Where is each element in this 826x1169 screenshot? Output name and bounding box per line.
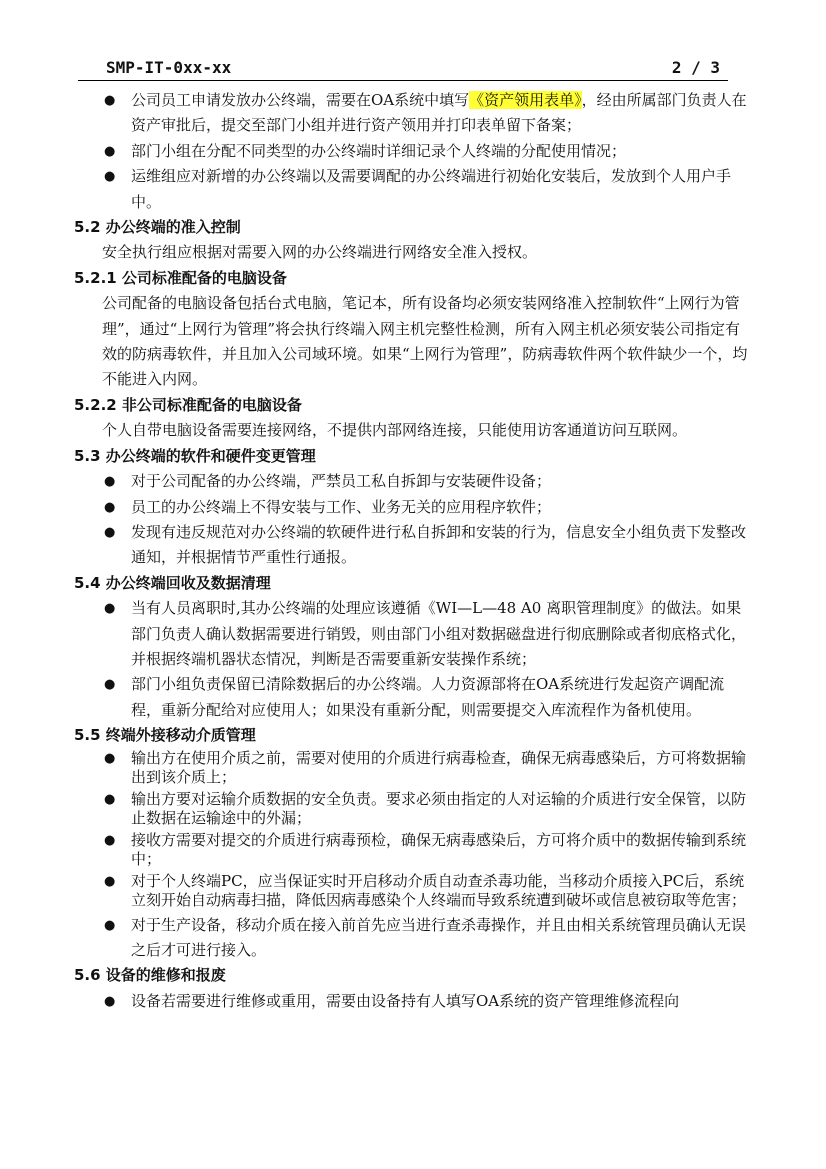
list-item <box>74 139 754 164</box>
bullet-dot-icon: ● <box>104 143 116 159</box>
list-item-text: 当有人员离职时,其办公终端的处理应该遵循《WI—L—48 A0 离职管理制度》的做法。如果部门负责人确认数据需要进行销毁，则由部门小组对数据磁盘进行彻底删除或者彻底格式化，并根据终端机器状态情况，判断是否需要重新安装操作系统； <box>131 599 747 668</box>
bullet-dot-icon: ● <box>104 93 116 108</box>
list-item <box>74 469 754 494</box>
bullet-dot-icon: ● <box>104 524 116 540</box>
bullet-dot-icon: ● <box>104 474 116 490</box>
list-item-text: 输出方要对运输介质数据的安全负责。要求必须由指定的人对运输的介质进行安全保管，以防止数据在运输途中的外漏； <box>131 789 747 827</box>
bullet-dot-icon: ● <box>104 499 116 515</box>
paragraph: 个人自带电脑设备需要连接网络，不提供内部网络连接，只能使用访客通道访问互联网。 <box>102 421 688 440</box>
list-item <box>74 913 754 964</box>
bullet-dot-icon: ● <box>104 873 116 889</box>
bullet-dot-icon: ● <box>104 601 116 617</box>
bullet-dot-icon: ● <box>104 791 116 807</box>
list-item-text: 运维组应对新增的办公终端以及需要调配的办公终端进行初始化安装后，发放到个人用户手中。 <box>131 167 732 211</box>
list-item <box>74 596 754 672</box>
list-item-text: 员工的办公终端上不得安装与工作、业务无关的应用程序软件； <box>131 497 552 516</box>
list-item-text: 接收方需要对提交的介质进行病毒预检，确保无病毒感染后，方可将介质中的数据传输到系统中； <box>131 830 747 868</box>
list-item <box>74 749 754 787</box>
bullet-dot-icon: ● <box>104 750 116 766</box>
list-item <box>74 831 754 869</box>
list-item <box>74 790 754 828</box>
bullet-dot-icon: ● <box>104 993 116 1009</box>
paragraph: 安全执行组应根据对需要入网的办公终端进行网络安全准入授权。 <box>102 243 538 262</box>
document-body <box>74 88 754 1014</box>
section-heading: 5.5 终端外接移动介质管理 <box>74 726 256 745</box>
doc-code: SMP-IT-0xx-xx <box>106 58 232 77</box>
list-item <box>74 989 754 1014</box>
list-item-text: ，经由所属部门负责人在资产审批后，提交至部门小组并进行资产领用并打印表单留下备案； <box>131 91 747 135</box>
section-heading: 5.4 办公终端回收及数据清理 <box>74 573 271 592</box>
bullet-dot-icon: ● <box>104 832 116 848</box>
paragraph: 公司配备的电脑设备包括台式电脑，笔记本，所有设备均必须安装网络准入控制软件“上网行为管理”，通过“上网行为管理”将会执行终端入网主机完整性检测，所有入网主机必须安装公司指定有效的防病毒软件，并且加入公司域环境。如果“上网行为管理”，防病毒软件两个软件缺少一个，均不能进入内网。 <box>102 294 748 389</box>
page-number: 2 / 3 <box>671 58 720 77</box>
page-header <box>78 58 728 81</box>
list-item-text: 部门小组在分配不同类型的办公终端时详细记录个人终端的分配使用情况； <box>131 141 627 160</box>
list-item-text: 公司员工申请发放办公终端，需要在OA系统中填写 <box>131 91 470 109</box>
section-heading: 5.6 设备的维修和报废 <box>74 966 226 985</box>
highlighted-form-name: 《资产领用表单》 <box>469 91 582 109</box>
bullet-dot-icon: ● <box>104 677 116 693</box>
section-heading: 5.2.1 公司标准配备的电脑设备 <box>74 268 287 287</box>
bullet-dot-icon: ● <box>104 917 116 933</box>
bullet-dot-icon: ● <box>104 169 116 185</box>
list-item <box>74 495 754 520</box>
list-item <box>74 872 754 910</box>
section-heading: 5.3 办公终端的软件和硬件变更管理 <box>74 446 316 465</box>
list-item <box>74 164 754 215</box>
list-item <box>74 88 754 139</box>
list-item <box>74 672 754 723</box>
list-item-text: 对于个人终端PC，应当保证实时开启移动介质自动查杀毒功能，当移动介质接入PC后，系统立刻开始自动病毒扫描，降低因病毒感染个人终端而导致系统遭到破坏或信息被窃取等危害； <box>131 871 747 909</box>
list-item-text: 发现有违反规范对办公终端的软硬件进行私自拆卸和安装的行为，信息安全小组负责下发整改通知，并根据情节严重性行通报。 <box>131 522 747 567</box>
list-item-text: 对于生产设备，移动介质在接入前首先应当进行查杀毒操作，并且由相关系统管理员确认无误之后才可进行接入。 <box>131 915 747 959</box>
list-item <box>74 520 754 571</box>
list-item-text: 设备若需要进行维修或重用，需要由设备持有人填写OA系统的资产管理维修流程向 <box>131 991 680 1010</box>
list-item-text: 部门小组负责保留已清除数据后的办公终端。人力资源部将在OA系统进行发起资产调配流程，重新分配给对应使用人；如果没有重新分配，则需要提交入库流程作为备机使用。 <box>131 675 725 719</box>
section-heading: 5.2.2 非公司标准配备的电脑设备 <box>74 395 302 414</box>
list-item-text: 对于公司配备的办公终端，严禁员工私自拆卸与安装硬件设备； <box>131 472 552 491</box>
list-item-text: 输出方在使用介质之前，需要对使用的介质进行病毒检查，确保无病毒感染后，方可将数据输出到该介质上； <box>131 748 747 786</box>
section-heading: 5.2 办公终端的准入控制 <box>74 218 241 237</box>
